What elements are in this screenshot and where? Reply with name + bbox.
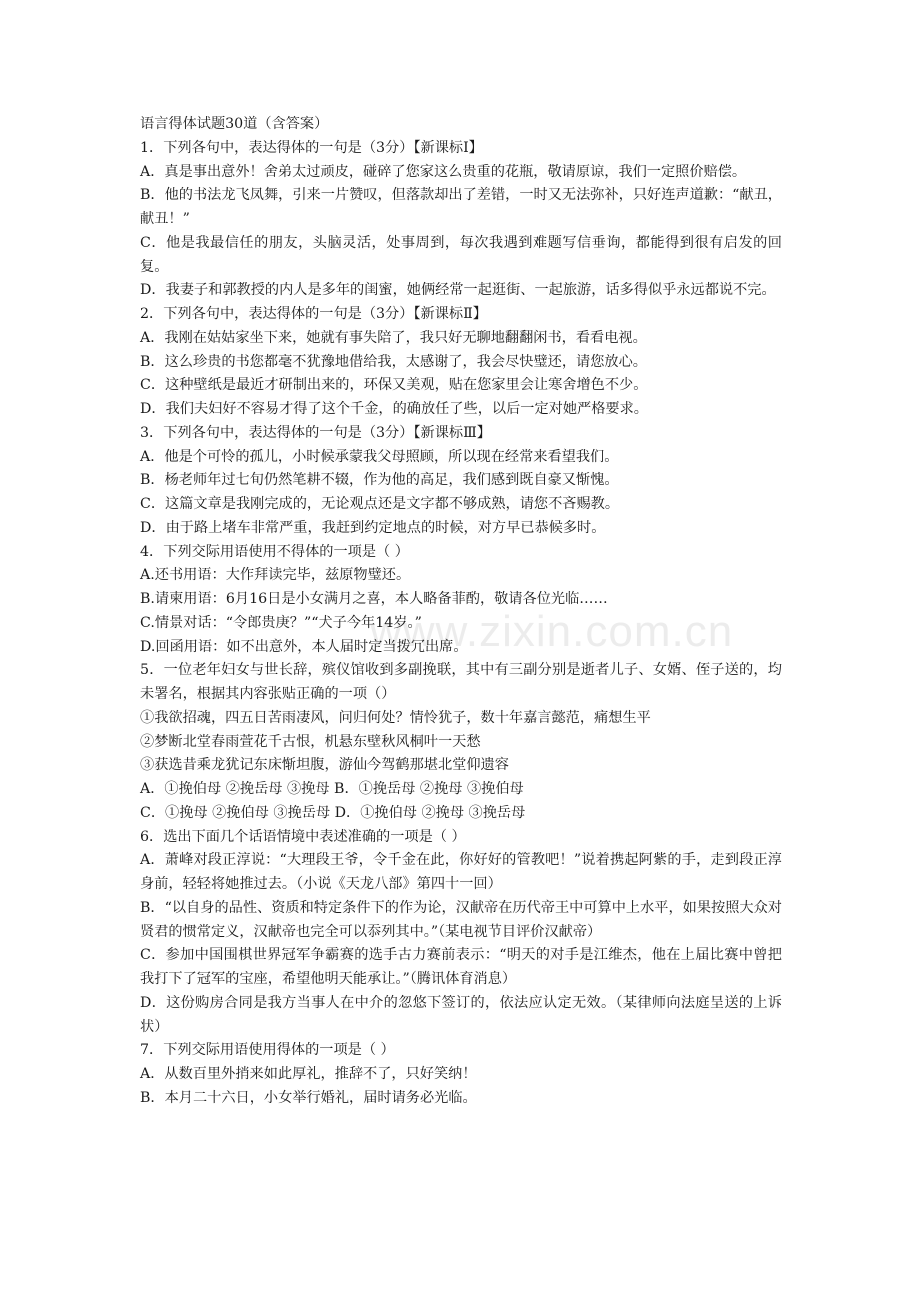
text-line: C．这种壁纸是最近才研制出来的，环保又美观，贴在您家里会让寒舍增色不少。 — [140, 377, 648, 394]
text-line: 1．下列各句中，表达得体的一句是（3分）【新课标Ⅰ】 — [140, 139, 483, 156]
text-line: C．这篇文章是我刚完成的，无论观点还是文字都不够成熟，请您不吝赐教。 — [140, 496, 620, 512]
text-line: B．这么珍贵的书您都毫不犹豫地借给我，太感谢了，我会尽快璧还，请您放心。 — [140, 353, 647, 370]
text-line: D．我们夫妇好不容易才得了这个千金，的确放任了些，以后一定对她严格要求。 — [140, 401, 648, 417]
text-line: 3．下列各句中，表达得体的一句是（3分）【新课标Ⅲ】 — [140, 424, 491, 441]
text-line: A．从数百里外捎来如此厚礼，推辞不了，只好笑纳！ — [140, 1066, 477, 1082]
question-list — [140, 137, 782, 1111]
text-line: C．参加中国围棋世界冠军争霸赛的选手古力赛前表示：“明天的对手是江维杰，他在上届比赛中曾把我打下了冠军的宝座，希望他明天能承让。”（腾讯体育消息） — [140, 947, 782, 987]
text-line: ①我欲招魂，四五日苦雨凄风，问归何处？情怜犹子，数十年嘉言懿范，痛想生平 — [140, 709, 651, 726]
text-line: B．杨老师年过七旬仍然笔耕不辍，作为他的高足，我们感到既自豪又惭愧。 — [140, 472, 619, 489]
document-title: 语言得体试题30道（含答案） — [140, 116, 329, 132]
text-line: A．真是事出意外！舍弟太过顽皮，碰碎了您家这么贵重的花瓶，敬请原谅，我们一定照价赔偿。 — [140, 163, 747, 180]
text-line: ③获选昔乘龙犹记东床惭坦腹，游仙今驾鹤那堪北堂仰遗容 — [140, 757, 509, 774]
text-line: A．我刚在姑姑家坐下来，她就有事失陪了，我只好无聊地翻翻闲书，看看电视。 — [140, 329, 647, 346]
text-line: D．由于路上堵车非常严重，我赶到约定地点的时候，对方早已恭候多时。 — [140, 519, 606, 536]
text-line: 2．下列各句中，表达得体的一句是（3分）【新课标Ⅱ】 — [140, 306, 487, 322]
text-line: 6．选出下面几个话语情境中表述准确的一项是（ ） — [140, 828, 466, 845]
text-line: A．萧峰对段正淳说：“大理段王爷，令千金在此，你好好的管教吧！”说着携起阿紫的手，走到段正淳身前，轻轻将她推过去。（小说《天龙八部》第四十一回） — [140, 852, 782, 892]
text-line: 7．下列交际用语使用得体的一项是（ ） — [140, 1042, 395, 1059]
text-line: ②梦断北堂春雨萱花千古恨，机悬东壁秋风桐叶一天愁 — [140, 733, 481, 750]
text-line: C.情景对话：“令郎贵庚？”“犬子今年14岁。” — [140, 614, 422, 631]
text-line: A.还书用语：大作拜读完毕，兹原物璧还。 — [140, 567, 411, 584]
text-line: B．他的书法龙飞凤舞，引来一片赞叹，但落款却出了差错，一时又无法弥补，只好连声道歉：“献丑，献丑！” — [140, 187, 782, 227]
text-line: 4．下列交际用语使用不得体的一项是（ ） — [140, 543, 409, 560]
text-line: C．①挽母 ②挽伯母 ③挽岳母 D．①挽伯母 ②挽母 ③挽岳母 — [140, 804, 526, 821]
text-line: B．本月二十六日，小女举行婚礼，届时请务必光临。 — [140, 1089, 477, 1106]
text-line: B．“以自身的品性、资质和特定条件下的作为论，汉献帝在历代帝王中可算中上水平，如果按照大众对贤君的惯常定义，汉献帝也完全可以忝列其中。”（某电视节目评价汉献帝） — [140, 899, 782, 940]
text-line: D.回函用语：如不出意外，本人届时定当拨冗出席。 — [140, 638, 468, 655]
text-line: D．我妻子和郭教授的内人是多年的闺蜜，她俩经常一起逛街、一起旅游，话多得似乎永远都说不完。 — [140, 282, 776, 299]
text-line: A．他是个可怜的孤儿，小时候承蒙我父母照顾，所以现在经常来看望我们。 — [140, 448, 619, 465]
text-line: B.请柬用语：6月16日是小女满月之喜，本人略备菲酌，敬请各位光临…… — [140, 591, 608, 607]
text-line: A．①挽伯母 ②挽岳母 ③挽母 B．①挽岳母 ②挽母 ③挽伯母 — [140, 781, 524, 797]
text-line: 5．一位老年妇女与世长辞，殡仪馆收到多副挽联，其中有三副分别是逝者儿子、女婿、侄子送的，均未署名，根据其内容张贴正确的一项（） — [140, 662, 782, 702]
text-line: D．这份购房合同是我方当事人在中介的忽悠下签订的，依法应认定无效。（某律师向法庭呈送的上诉状） — [140, 994, 782, 1035]
text-line: C．他是我最信任的朋友，头脑灵活，处事周到，每次我遇到难题写信垂询，都能得到很有启发的回复。 — [140, 234, 782, 275]
document-body — [140, 113, 782, 1111]
watermark-text: www.zixin.com.cn — [370, 607, 734, 656]
